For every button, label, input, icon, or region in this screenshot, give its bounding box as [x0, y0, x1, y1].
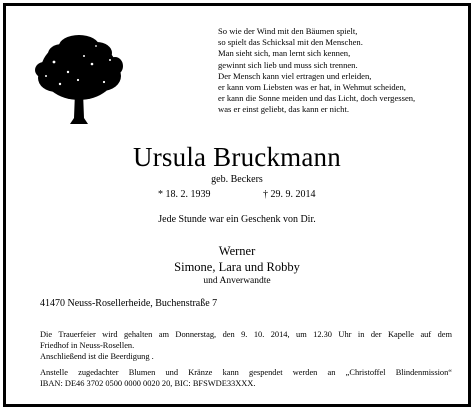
poem-line: Man sieht sich, man lernt sich kennen,: [218, 48, 351, 59]
poem-line: Der Mensch kann viel ertragen und erleiden,: [218, 70, 372, 81]
memorial-quote: Jede Stunde war ein Geschenk von Dir.: [158, 214, 316, 225]
maiden-name: geb. Beckers: [211, 174, 263, 185]
funeral-location: Friedhof in Neuss-Rosellen.: [40, 341, 135, 350]
donation-bank-details: IBAN: DE46 3702 0500 0000 0020 20, BIC: BFSWDE33XXX.: [40, 379, 256, 388]
poem-line: er kann vom Liebsten was er hat, in Wehmut scheiden,: [218, 81, 406, 92]
birth-date: * 18. 2. 1939: [158, 189, 211, 200]
funeral-details: Die Trauerfeier wird gehalten am Donnerstag, den 9. 10. 2014, um 12.30 Uhr in der Kapelle auf dem: [40, 330, 452, 339]
poem-line: er kann die Sonne meiden und das Licht, doch vergessen,: [218, 93, 416, 104]
poem-line: so spielt das Schicksal mit den Menschen.: [218, 37, 363, 48]
funeral-notice: [40, 329, 452, 389]
poem: [218, 26, 468, 116]
deceased-name: Ursula Bruckmann: [133, 142, 341, 172]
burial-note: Anschließend ist die Beerdigung .: [40, 352, 154, 361]
mourner-spouse: Werner: [218, 244, 256, 258]
family-address: 41470 Neuss-Rosellerheide, Buchenstraße 7: [40, 298, 218, 309]
mourner-relatives: und Anverwandte: [203, 276, 271, 286]
poem-line: So wie der Wind mit den Bäumen spielt,: [218, 26, 358, 36]
poem-line: was er einst geliebt, das kann er nicht.: [218, 104, 350, 115]
death-date: † 29. 9. 2014: [263, 189, 316, 200]
obituary-card: [3, 3, 471, 407]
poem-line: gewinnt sich lieb und muss sich trennen.: [218, 59, 358, 70]
tree-icon: [34, 32, 124, 126]
donation-request: Anstelle zugedachter Blumen und Kränze kann gespendet werden an „Christoffel Blindenmission“: [40, 368, 452, 377]
mourner-family: Simone, Lara und Robby: [174, 260, 300, 274]
